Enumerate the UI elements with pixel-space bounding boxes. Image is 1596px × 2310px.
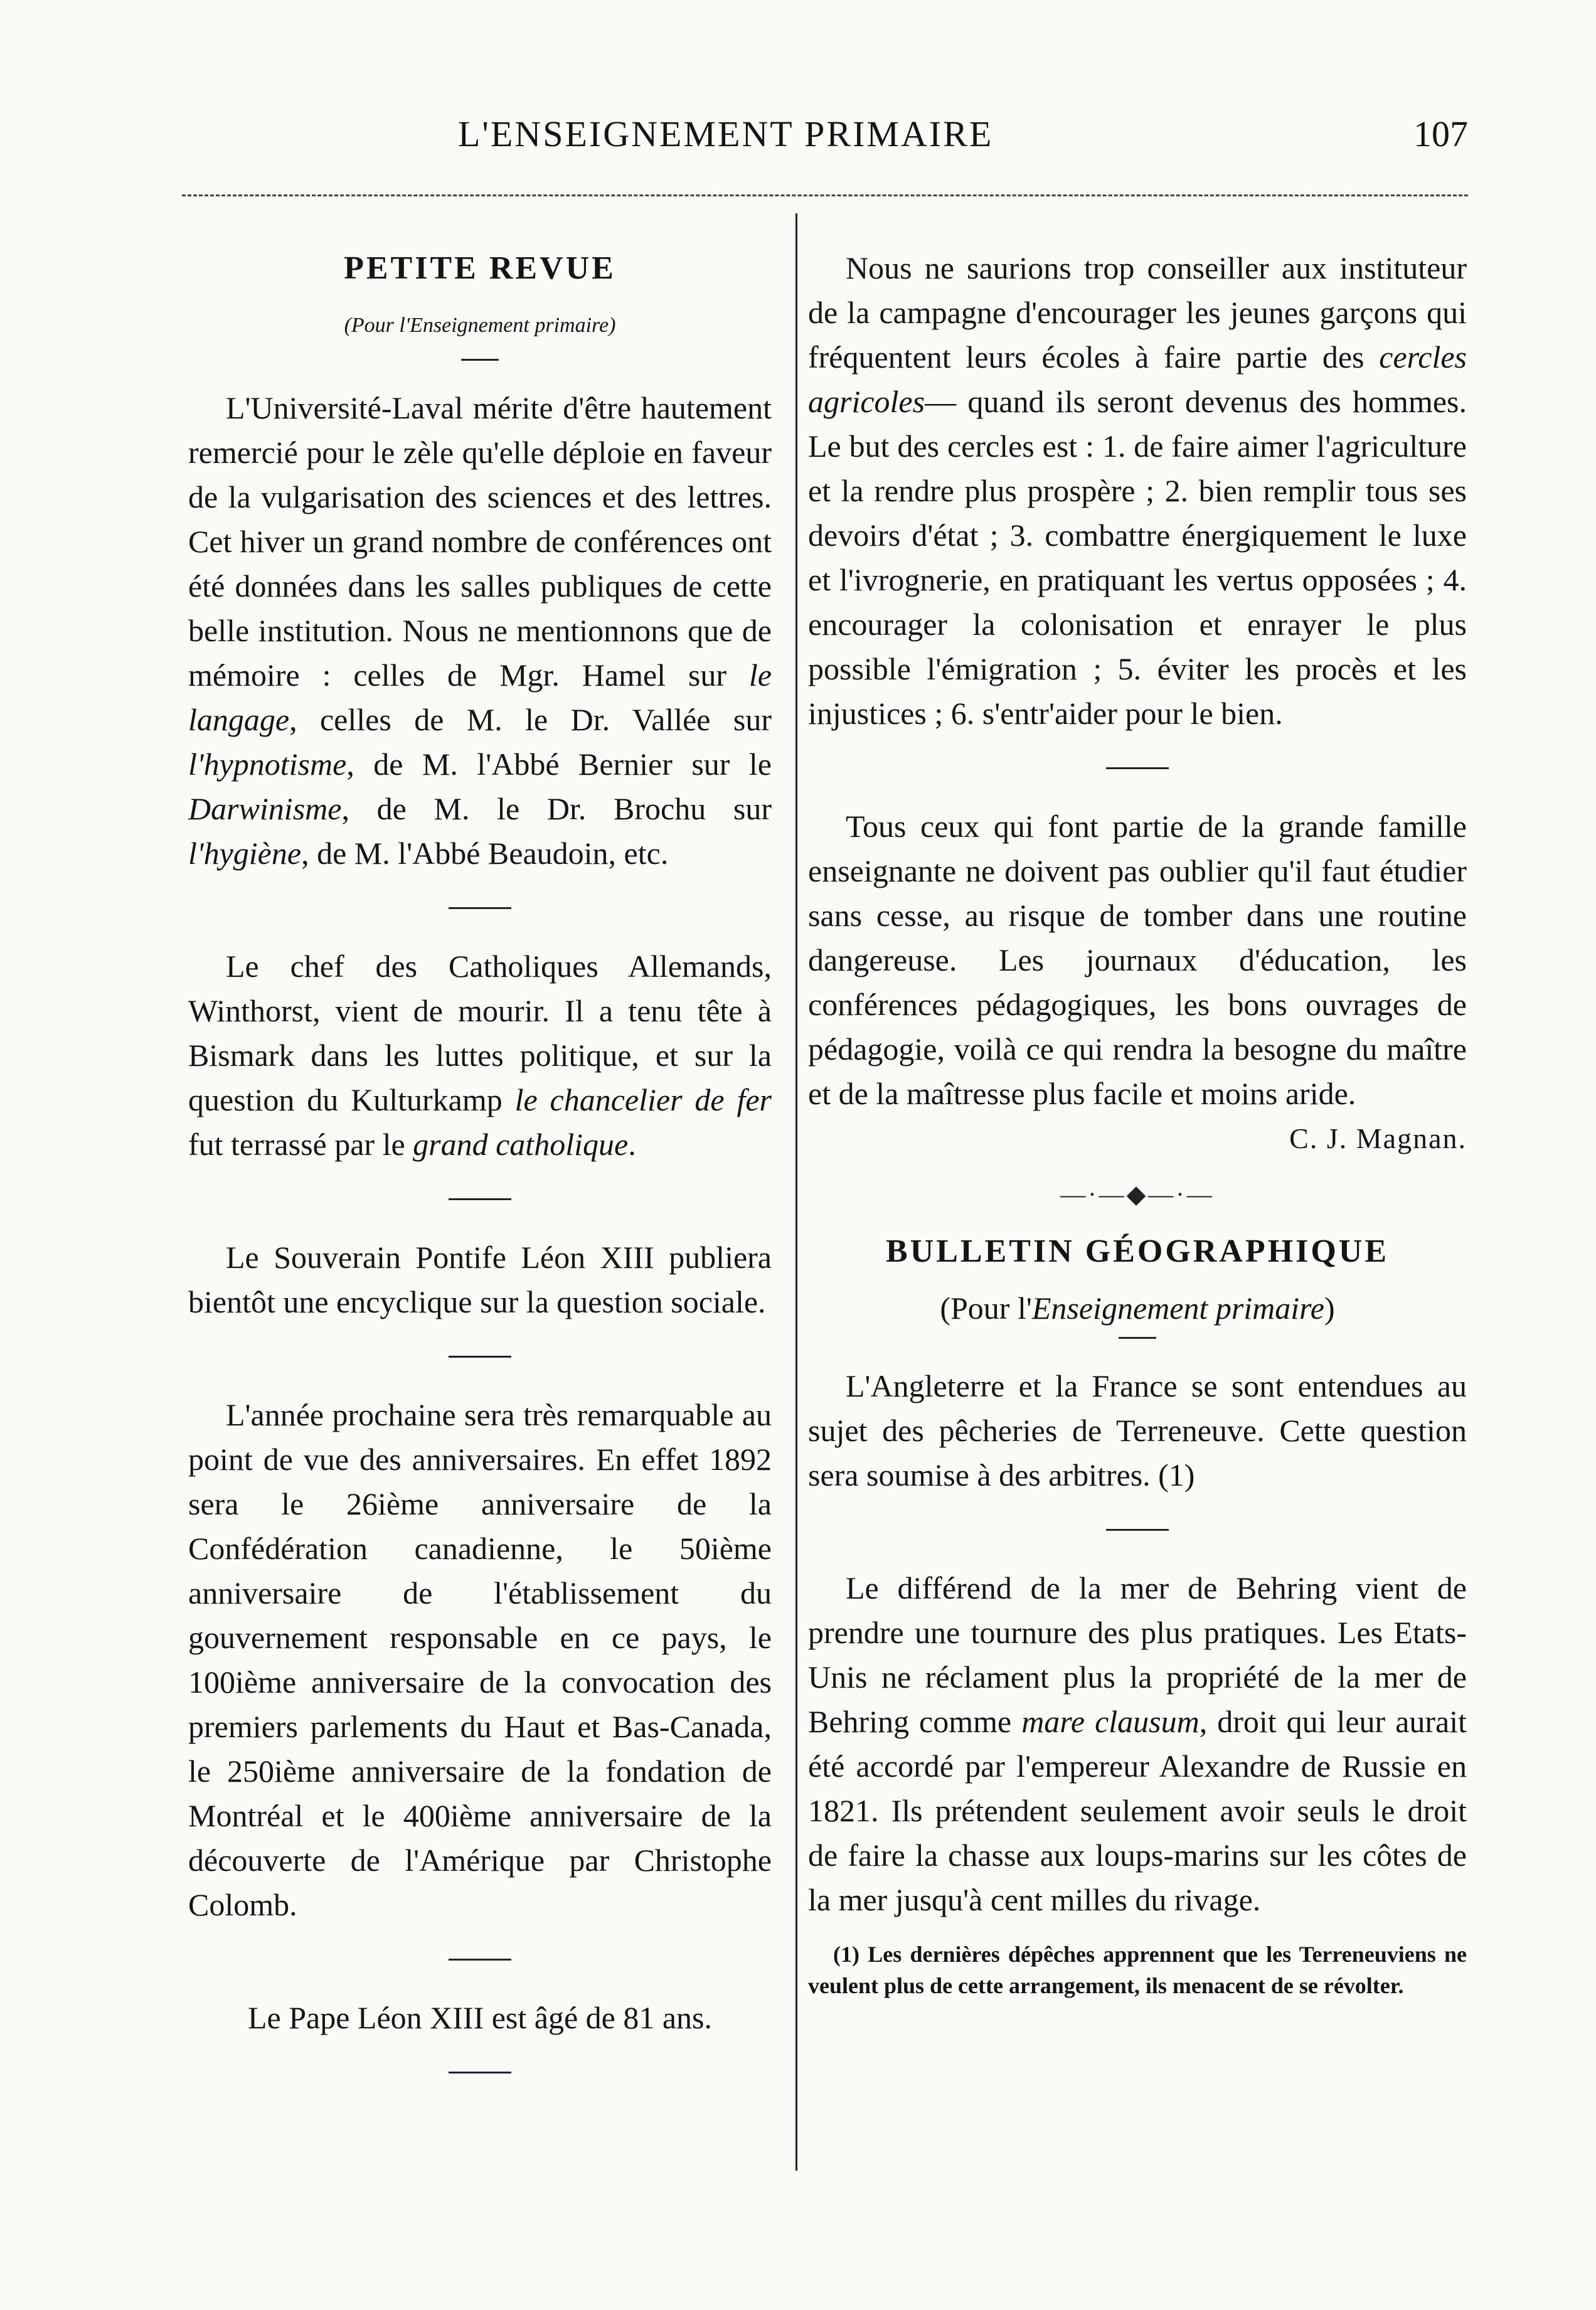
section-rule [1119, 1337, 1156, 1339]
paragraph-cercles-agricoles: Nous ne saurions trop conseiller aux instituteur de la campagne d'encourager les jeunes garçons qui fréquentent leurs écoles à faire partie des cercles agricoles— quand ils seront devenus des hommes. Le but des cercles est : 1. de faire aimer l'agriculture et la rendre plus prospère ; 2. bien remplir tous ses devoirs d'état ; 3. combattre énergiquement le luxe et l'ivrognerie, en pratiquant les vertus opposées ; 4. encourager la colonisation et enrayer le plus possible l'émigration ; 5. éviter les procès et les injustices ; 6. s'entr'aider pour le bien. [808, 250, 1467, 731]
column-divider [795, 213, 797, 2171]
section-subtitle-bulletin: (Pour l'Enseignement primaire) [940, 1291, 1335, 1326]
running-header [188, 113, 1468, 157]
header-rule [182, 194, 1468, 196]
paragraph-terreneuve: L'Angleterre et la France se sont entendues au sujet des pêcheries de Terreneuve. Cette question sera soumise à des arbitres. (1) [808, 1368, 1467, 1493]
running-title: L'ENSEIGNEMENT PRIMAIRE [458, 114, 994, 154]
paragraph-universite-laval: L'Université-Laval mérite d'être hautement remercié pour le zèle qu'elle déploie en faveur de la vulgarisation des sciences et des lettres. Cet hiver un grand nombre de conférences ont été données dans les salles publiques de cette belle institution. Nous ne mentionnons que de mémoire : celles de Mgr. Hamel sur le langage, celles de M. le Dr. Vallée sur l'hypnotisme, de M. l'Abbé Bernier sur le Darwinisme, de M. le Dr. Brochu sur l'hygiène, de M. l'Abbé Beaudoin, etc. [188, 390, 772, 871]
paragraph-rule [449, 1959, 511, 1961]
paragraph-pape-age: Le Pape Léon XIII est âgé de 81 ans. [248, 2000, 712, 2035]
right-column [808, 246, 1467, 2001]
section-title-bulletin: BULLETIN GÉOGRAPHIQUE [885, 1233, 1390, 1269]
author-signature: C. J. Magnan. [1289, 1122, 1467, 1154]
paragraph-rule [449, 2072, 511, 2073]
paragraph-rule [449, 907, 511, 909]
paragraph-mer-behring: Le différend de la mer de Behring vient de prendre une tournure des plus pratiques. Les Etats-Unis ne réclament plus la propriété de la mer de Behring comme mare clausum, droit qui leur aurait été accordé par l'empereur Alexandre de Russie en 1821. Ils prétendent seulement avoir seuls le droit de faire la chasse aux loups-marins sur les côtes de la mer jusqu'à cent milles du rivage. [808, 1570, 1467, 1917]
paragraph-anniversaires: L'année prochaine sera très remarquable au point de vue des anniversaires. En effet 1892 sera le 26ième anniversaire de la Confédération canadienne, le 50ième anniversaire de l'établissement du gouvernement responsable en ce pays, le 100ième anniversaire de la convocation des premiers parlements du Haut et Bas-Canada, le 250ième anniversaire de la fondation de Montréal et le 400ième anniversaire de la découverte de l'Amérique par Christophe Colomb. [188, 1397, 772, 1922]
paragraph-rule [1106, 1529, 1169, 1531]
paragraph-rule [1106, 767, 1169, 769]
section-subtitle-petite-revue: (Pour l'Enseignement primaire) [344, 314, 616, 337]
paragraph-famille-enseignante: Tous ceux qui font partie de la grande famille enseignante ne doivent pas oublier qu'il faut étudier sans cesse, au risque de tomber dans une routine dangereuse. Les journaux d'éducation, les conférences pédagogiques, les bons ouvrages de pédagogie, voilà ce qui rendra la besogne du maître et de la maîtresse plus facile et moins aride. [808, 809, 1467, 1111]
footnote: (1) Les dernières dépêches apprennent que les Terreneuviens ne veulent plus de cette arrangement, ils menacent de se révolter. [808, 1942, 1467, 1998]
section-ornament: —·—◆—·— [1060, 1180, 1215, 1208]
section-title-petite-revue: PETITE REVUE [344, 250, 616, 286]
paragraph-rule [449, 1356, 511, 1358]
left-column [188, 246, 772, 2109]
section-rule [461, 359, 499, 361]
page-number: 107 [1413, 114, 1468, 154]
paragraph-winthorst: Le chef des Catholiques Allemands, Winthorst, vient de mourir. Il a tenu tête à Bismark dans les luttes politique, et sur la question du Kulturkamp le chancelier de fer fut terrassé par le grand catholique. [188, 949, 772, 1162]
paragraph-encyclique: Le Souverain Pontife Léon XIII publiera bientôt une encyclique sur la question sociale. [188, 1240, 772, 1319]
paragraph-rule [449, 1198, 511, 1200]
